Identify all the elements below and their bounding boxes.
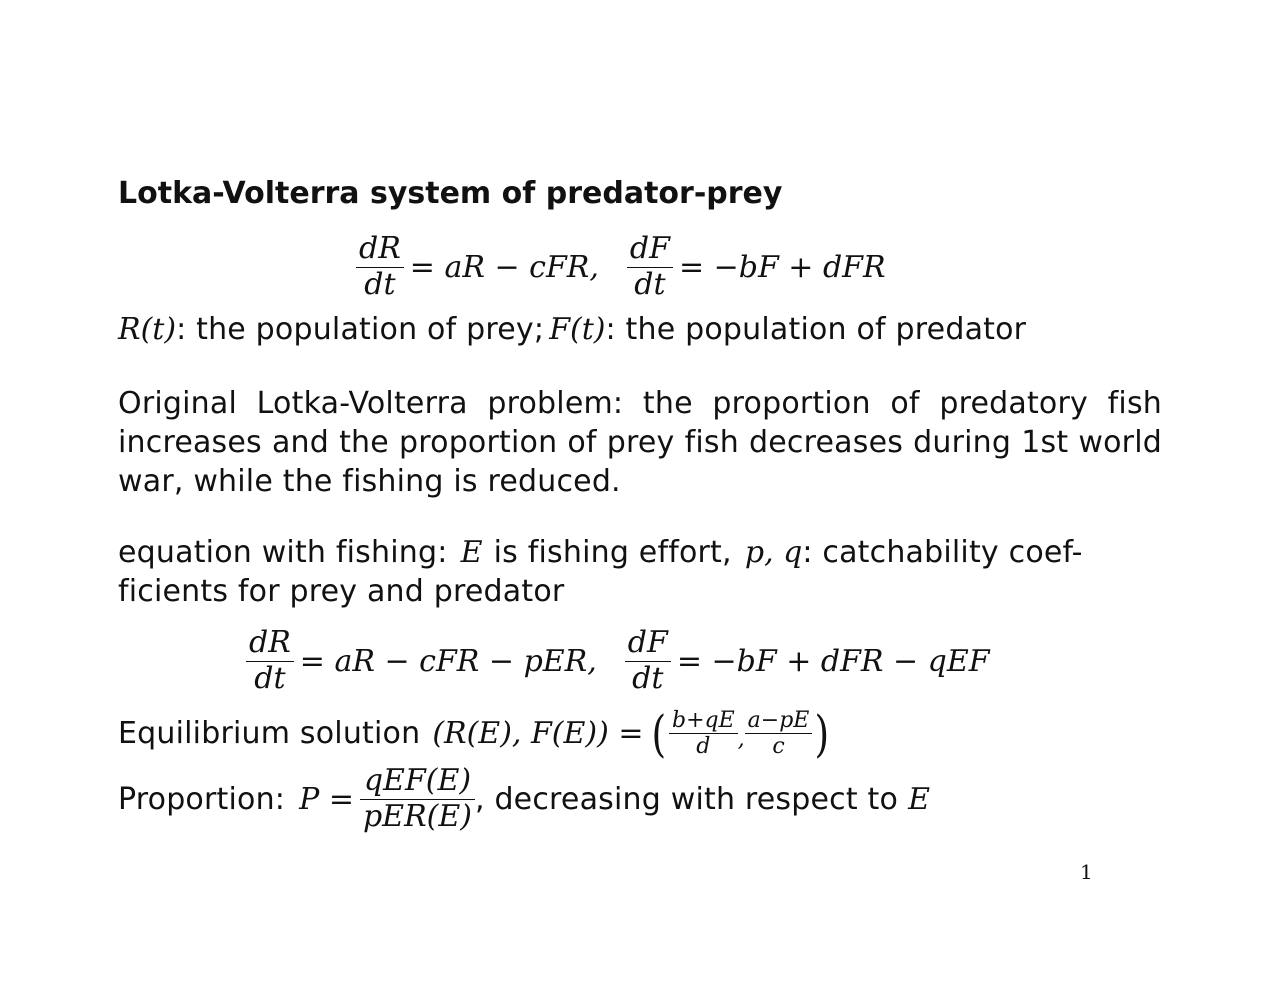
fraction-numerator: dR <box>249 625 291 660</box>
fraction-dF-dt <box>627 232 673 302</box>
fishing-intro: equation with fishing: <box>118 535 448 570</box>
fishing-equation <box>246 626 990 696</box>
fraction-numerator: a−pE <box>747 708 810 733</box>
fraction-numerator: dF <box>629 231 670 266</box>
left-paren: ( <box>651 704 667 763</box>
right-paren: ) <box>814 704 830 763</box>
fraction-dR-dt <box>246 626 294 696</box>
comma: , <box>737 726 745 752</box>
fraction-denominator: d <box>696 734 711 760</box>
lotka-volterra-equation <box>356 232 886 302</box>
fraction-denominator: dt <box>634 266 666 302</box>
fraction-denominator: dt <box>364 266 396 302</box>
fraction-denominator: c <box>772 734 785 760</box>
proportion-lhs: P = <box>299 781 354 817</box>
fraction-numerator: qEF(E) <box>363 763 472 798</box>
equilibrium-line <box>118 704 832 763</box>
equilibrium-lhs: (R(E), F(E)) = <box>432 716 644 752</box>
original-problem-paragraph: Original Lotka-Volterra problem: the proportion of predatory fish increases and the proportion of prey fish decreases during 1st world war, while the fishing is reduced. <box>118 386 1162 499</box>
fraction-numerator: dF <box>627 625 668 660</box>
equation-rhs-predator: = −bF + dFR − qEF <box>676 643 990 679</box>
predator-symbol: F(t) <box>549 312 606 347</box>
slide-title: Lotka-Volterra system of predator-prey <box>118 176 783 211</box>
fraction-numerator: dR <box>359 231 401 266</box>
effort-symbol: E <box>908 781 930 817</box>
page-number: 1 <box>1080 860 1093 884</box>
prey-symbol: R(t) <box>118 312 177 347</box>
fraction-dF-dt <box>625 626 671 696</box>
equation-rhs-prey: = aR − cFR − pER, <box>299 643 597 679</box>
proportion-line <box>118 764 930 834</box>
fraction-denominator: dt <box>254 660 286 696</box>
proportion-label: Proportion: <box>118 781 286 817</box>
fishing-line-2: ficients for prey and predator <box>118 574 565 609</box>
effort-symbol: E <box>460 535 483 570</box>
effort-text: is fishing effort, <box>493 535 732 570</box>
fraction-denominator: pER(E) <box>362 798 472 834</box>
fraction-numerator: b+qE <box>672 708 735 733</box>
equation-rhs-predator: = −bF + dFR <box>678 249 886 285</box>
equilibrium-fraction-1 <box>669 708 738 760</box>
fraction-denominator: dt <box>632 660 664 696</box>
fishing-line-1 <box>118 535 1083 570</box>
equilibrium-fraction-2 <box>745 708 813 760</box>
proportion-text: , decreasing with respect to <box>474 781 899 817</box>
fraction-dR-dt <box>356 232 404 302</box>
definitions-line <box>118 312 1026 347</box>
equation-rhs-prey: = aR − cFR, <box>409 249 599 285</box>
prey-definition: : the population of prey; <box>176 312 545 347</box>
equilibrium-label: Equilibrium solution <box>118 716 421 752</box>
proportion-fraction <box>360 764 475 834</box>
catchability-text: : catchability coef- <box>802 535 1083 570</box>
predator-definition: : the population of predator <box>605 312 1027 347</box>
catchability-symbols: p, q <box>744 535 803 570</box>
